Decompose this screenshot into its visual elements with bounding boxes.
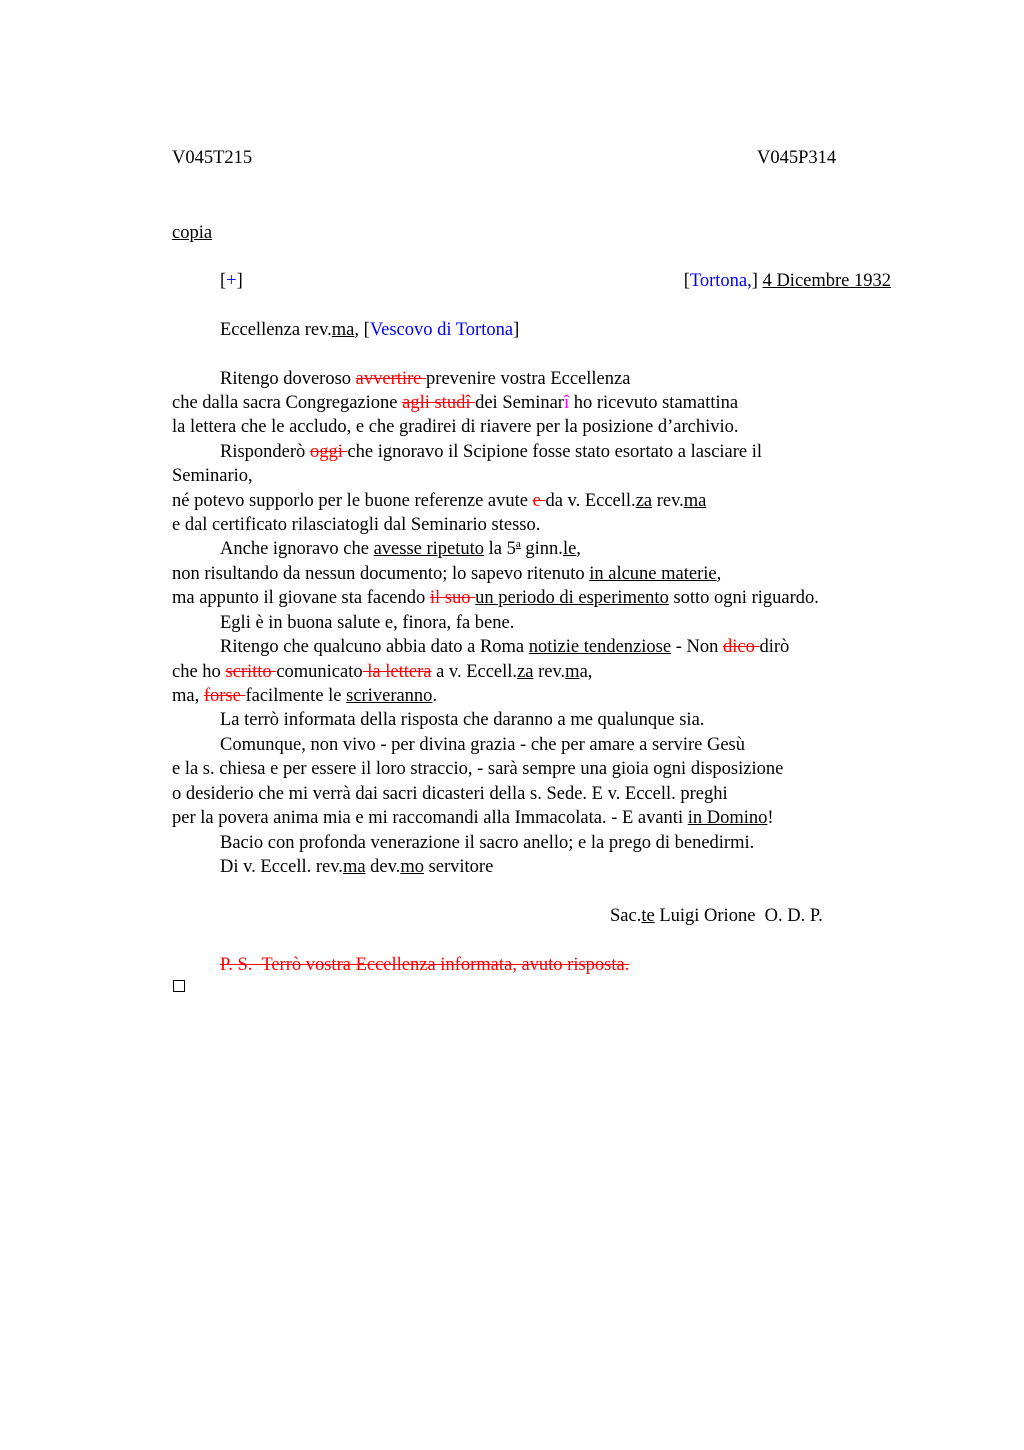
- body-line: Bacio con profonda venerazione il sacro anello; e la prego di benedirmi.: [220, 833, 755, 853]
- body-line: Ritengo che qualcuno abbia dato a Roma notizie tendenziose - Non dico dirò: [220, 637, 790, 657]
- body-line: Comunque, non vivo - per divina grazia - che per amare a servire Gesù: [220, 735, 745, 755]
- copy-label: copia: [172, 223, 213, 243]
- body-line: La terrò informata della risposta che daranno a me qualunque sia.: [220, 710, 705, 730]
- cross-mark: [+]: [220, 271, 243, 291]
- body-line: non risultando da nessun documento; lo sapevo ritenuto in alcune materie,: [172, 564, 722, 584]
- document-code-left: V045T215: [172, 148, 253, 168]
- date-place: Tortona,: [689, 271, 752, 291]
- end-marker-box: [173, 980, 185, 992]
- body-line: ma appunto il giovane sta facendo il suo un periodo di esperimento sotto ogni riguardo.: [172, 588, 819, 608]
- body-line: Ritengo doveroso avvertire prevenire vostra Eccellenza: [220, 369, 631, 389]
- salutation: Eccellenza rev.ma, [Vescovo di Tortona]: [220, 320, 520, 340]
- body-line: che ho scritto comunicato la lettera a v. Eccell.za rev.ma,: [172, 662, 593, 682]
- body-line: per la povera anima mia e mi raccomandi alla Immacolata. - E avanti in Domino!: [172, 808, 774, 828]
- body-line: e la s. chiesa e per essere il loro straccio, - sarà sempre una gioia ogni disposizione: [172, 759, 784, 779]
- date-line: [Tortona,] 4 Dicembre 1932: [683, 271, 891, 291]
- body-line: né potevo supporlo per le buone referenze avute e da v. Eccell.za rev.ma: [172, 491, 707, 511]
- cross-symbol: +: [226, 271, 237, 291]
- signature: Sac.te Luigi Orione O. D. P.: [610, 906, 823, 926]
- body-line: Egli è in buona salute e, finora, fa bene.: [220, 613, 515, 633]
- body-line: Di v. Eccell. rev.ma dev.mo servitore: [220, 857, 494, 877]
- body-line: Anche ignoravo che avesse ripetuto la 5$^a$ ginn.le,: [220, 538, 581, 559]
- body-line: Risponderò oggi che ignoravo il Scipione fosse stato esortato a lasciare il: [220, 442, 763, 462]
- document-code-right: V045P314: [757, 148, 837, 168]
- body-line: Seminario,: [172, 466, 253, 486]
- body-line: ma, forse facilmente le scriveranno.: [172, 686, 438, 706]
- date-value: 4 Dicembre 1932: [762, 271, 891, 291]
- body-line: e dal certificato rilasciatogli dal Seminario stesso.: [172, 515, 541, 535]
- addressee: Vescovo di Tortona: [369, 320, 514, 340]
- body-line: o desiderio che mi verrà dai sacri dicasteri della s. Sede. E v. Eccell. preghi: [172, 784, 728, 804]
- body-line: la lettera che le accludo, e che gradirei di riavere per la posizione d’archivio.: [172, 417, 739, 437]
- body-line: che dalla sacra Congregazione agli studî dei Seminarî ho ricevuto stamattina: [172, 393, 739, 413]
- postscript: P. S. Terrò vostra Eccellenza informata, avuto risposta.: [220, 955, 630, 975]
